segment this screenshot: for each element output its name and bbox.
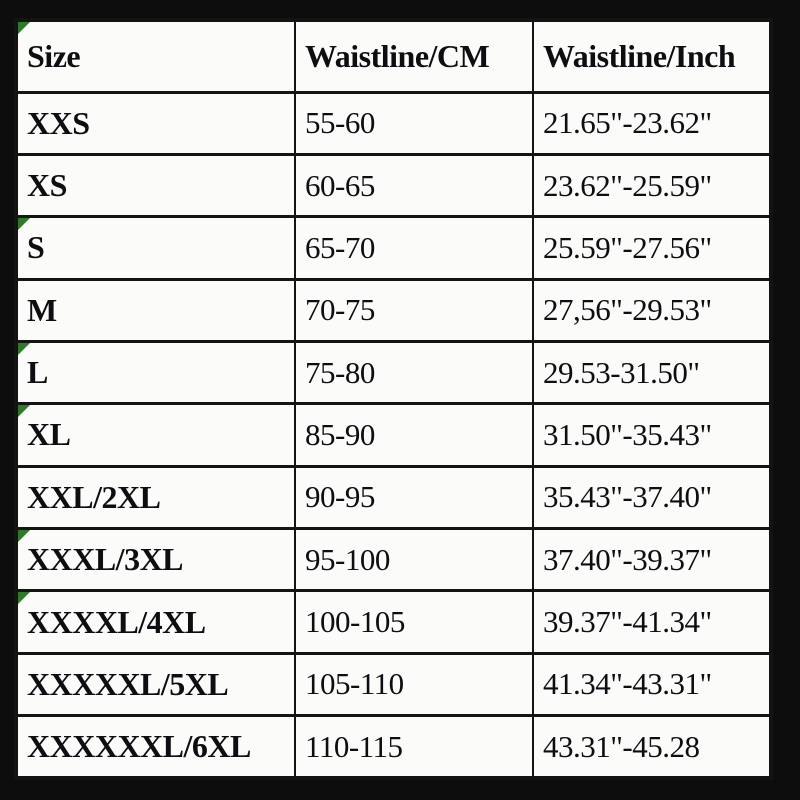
waistline-inch-cell: 29.53-31.50" (533, 341, 771, 403)
size-chart (14, 18, 773, 780)
size-cell (16, 529, 295, 591)
column-header-size (16, 20, 295, 92)
table-row (16, 529, 771, 591)
error-indicator-icon (18, 592, 30, 604)
size-label: M (27, 291, 57, 328)
waistline-cm-cell: 100-105 (295, 591, 533, 653)
size-label: XXXXXL/5XL (27, 665, 229, 702)
size-label: S (27, 229, 45, 266)
waistline-inch-cell: 31.50"-35.43" (533, 404, 771, 466)
size-cell (16, 404, 295, 466)
waistline-inch-cell: 23.62"-25.59" (533, 154, 771, 216)
waistline-cm-cell: 95-100 (295, 529, 533, 591)
column-header-size-label: Size (27, 37, 81, 74)
size-cell (16, 716, 295, 778)
waistline-cm-cell: 90-95 (295, 466, 533, 528)
size-cell (16, 591, 295, 653)
error-indicator-icon (18, 405, 30, 417)
size-label: XXL/2XL (27, 478, 161, 515)
table-row (16, 92, 771, 154)
size-label: XXXXXXL/6XL (27, 728, 251, 765)
size-label: XL (27, 416, 71, 453)
table-row (16, 653, 771, 715)
table-row (16, 341, 771, 403)
table-row (16, 591, 771, 653)
column-header-waistline-inch-label: Waistline/Inch (543, 37, 736, 74)
waistline-cm-cell: 55-60 (295, 92, 533, 154)
size-cell (16, 217, 295, 279)
size-cell (16, 341, 295, 403)
size-cell (16, 154, 295, 216)
table-row (16, 404, 771, 466)
table-row (16, 279, 771, 341)
waistline-cm-cell: 70-75 (295, 279, 533, 341)
waistline-inch-cell: 39.37"-41.34" (533, 591, 771, 653)
table-row (16, 716, 771, 778)
waistline-cm-cell: 65-70 (295, 217, 533, 279)
waistline-inch-cell: 37.40"-39.37" (533, 529, 771, 591)
waistline-cm-cell: 85-90 (295, 404, 533, 466)
size-cell (16, 92, 295, 154)
waistline-cm-cell: 105-110 (295, 653, 533, 715)
waistline-inch-cell: 27,56"-29.53" (533, 279, 771, 341)
waistline-inch-cell: 43.31"-45.28 (533, 716, 771, 778)
waistline-cm-cell: 60-65 (295, 154, 533, 216)
size-label: XS (27, 167, 67, 204)
size-label: XXS (27, 104, 90, 141)
error-indicator-icon (18, 218, 30, 230)
column-header-waistline-cm-label: Waistline/CM (305, 37, 490, 74)
table-row (16, 217, 771, 279)
error-indicator-icon (18, 343, 30, 355)
error-indicator-icon (18, 22, 30, 34)
size-cell (16, 466, 295, 528)
waistline-cm-cell: 75-80 (295, 341, 533, 403)
size-label: XXXL/3XL (27, 541, 184, 578)
waistline-inch-cell: 21.65"-23.62" (533, 92, 771, 154)
size-cell (16, 653, 295, 715)
error-indicator-icon (18, 530, 30, 542)
size-label: L (27, 354, 48, 391)
size-cell (16, 279, 295, 341)
waistline-cm-cell: 110-115 (295, 716, 533, 778)
size-chart-table (14, 18, 773, 780)
column-header-waistline-inch (533, 20, 771, 92)
header-row (16, 20, 771, 92)
waistline-inch-cell: 41.34"-43.31" (533, 653, 771, 715)
column-header-waistline-cm (295, 20, 533, 92)
table-row (16, 154, 771, 216)
waistline-inch-cell: 25.59"-27.56" (533, 217, 771, 279)
table-row (16, 466, 771, 528)
waistline-inch-cell: 35.43"-37.40" (533, 466, 771, 528)
size-label: XXXXL/4XL (27, 603, 206, 640)
